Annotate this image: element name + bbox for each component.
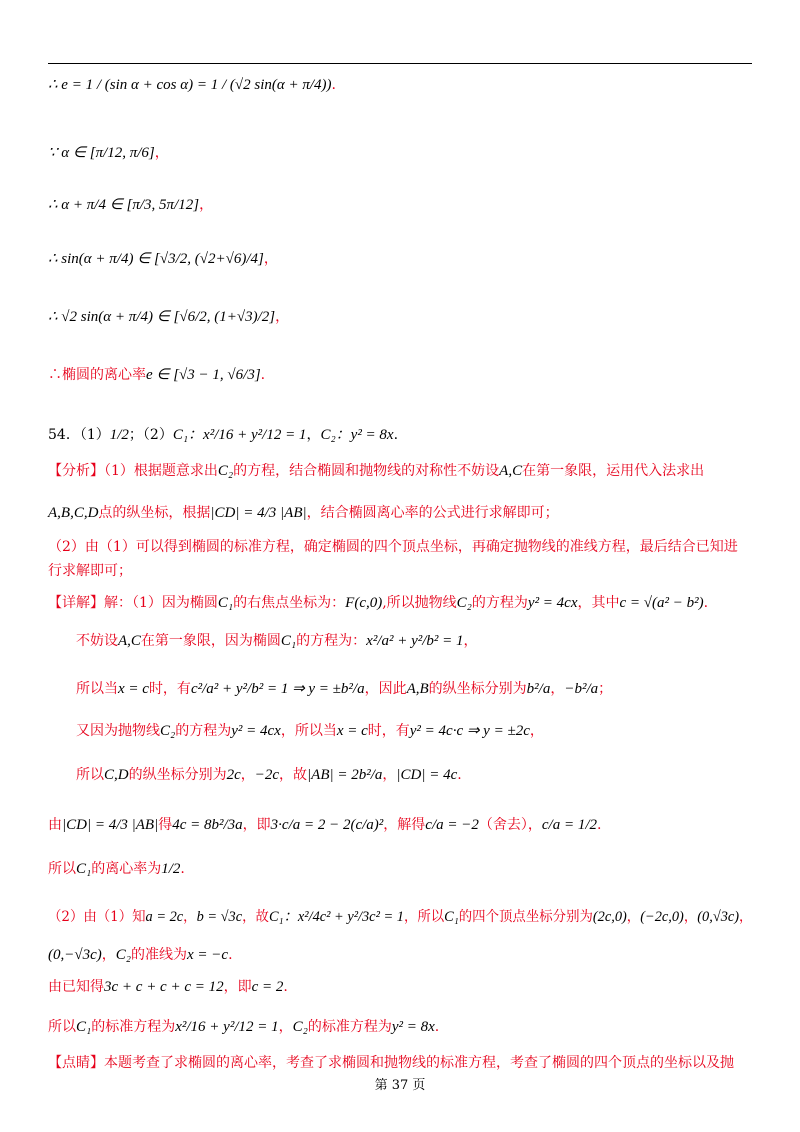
math-expression: A,C bbox=[499, 463, 523, 479]
text-segment: 又因为抛物线 bbox=[76, 723, 160, 739]
text-segment: ， bbox=[278, 1019, 293, 1035]
text-segment: 所以当 bbox=[76, 681, 118, 697]
text-segment: . bbox=[434, 1019, 440, 1035]
text-segment: 54．（1） bbox=[48, 427, 110, 443]
text-segment: 的标准方程为 bbox=[307, 1019, 392, 1035]
text-line-l17 bbox=[48, 818, 601, 833]
text-line-l19 bbox=[48, 910, 752, 925]
math-expression: 4c = 8b²/3a bbox=[172, 817, 243, 833]
math-expression: 1/2 bbox=[161, 861, 181, 877]
text-segment: . bbox=[393, 427, 399, 443]
text-line-l7 bbox=[48, 428, 398, 443]
text-segment: ， bbox=[550, 681, 565, 697]
text-line-l13 bbox=[76, 634, 478, 649]
text-segment: 的标准方程为 bbox=[91, 1019, 176, 1035]
text-segment: ， bbox=[240, 767, 255, 783]
text-segment: ，其中 bbox=[577, 595, 620, 611]
math-expression: x²/16 + y²/12 = 1 bbox=[175, 1019, 279, 1035]
text-segment: 【分析】（1）根据题意求出 bbox=[48, 463, 218, 479]
math-expression: |CD| = 4/3 |AB| bbox=[62, 817, 159, 833]
text-segment: ，故 bbox=[242, 909, 269, 925]
math-expression: C₂：y² = 8x bbox=[320, 427, 394, 443]
text-line-l3 bbox=[48, 198, 213, 213]
math-expression: c²/a² + y²/b² = 1 ⇒ y = ±b²/a bbox=[190, 681, 365, 697]
math-expression: C₂ bbox=[456, 595, 472, 611]
math-expression: A,C bbox=[118, 633, 141, 649]
text-segment: 时，有 bbox=[367, 723, 410, 739]
math-expression: ∴ α + π/4 ∈ [π/3, 5π/12] bbox=[48, 197, 200, 213]
math-expression: 2c bbox=[226, 767, 241, 783]
text-segment: ，所以当 bbox=[280, 723, 337, 739]
text-segment: ， bbox=[101, 947, 116, 963]
text-segment: . bbox=[457, 767, 462, 783]
math-expression: e ∈ [√3 − 1, √6/3] bbox=[146, 367, 261, 383]
text-segment: （舍去）， bbox=[478, 817, 542, 833]
text-line-l12 bbox=[48, 596, 708, 611]
math-expression: −b²/a bbox=[564, 681, 599, 697]
text-segment: 【点睛】本题考查了求椭圆的离心率，考查了求椭圆和抛物线的标准方程，考查了椭圆的四个顶点的坐标以及抛 bbox=[48, 1055, 734, 1071]
math-expression: C₂ bbox=[217, 463, 234, 479]
text-line-l9 bbox=[48, 506, 559, 521]
text-segment: ，所以 bbox=[403, 909, 445, 925]
math-expression: |CD| = 4c bbox=[396, 767, 458, 783]
text-line-l8 bbox=[48, 464, 704, 479]
math-expression: b = √3c bbox=[196, 909, 243, 925]
math-expression: ∴ e = 1 / (sin α + cos α) = 1 / (√2 sin(α + π/4)) bbox=[48, 77, 332, 93]
math-expression: C₁ bbox=[76, 861, 92, 877]
math-expression: |CD| = 4/3 |AB| bbox=[210, 505, 307, 521]
text-segment: ， bbox=[183, 909, 197, 925]
text-segment: ， bbox=[529, 723, 544, 739]
text-segment: . bbox=[331, 77, 336, 93]
text-segment: 的纵坐标分别为 bbox=[428, 681, 527, 697]
math-expression: C₂ bbox=[115, 947, 131, 963]
text-segment: . bbox=[228, 947, 233, 963]
text-segment: ，即 bbox=[223, 979, 252, 995]
math-expression: x²/a² + y²/b² = 1 bbox=[366, 633, 464, 649]
text-segment: 的四个顶点坐标分别为 bbox=[458, 909, 593, 925]
math-expression: C,D bbox=[104, 767, 129, 783]
text-segment: 所以 bbox=[48, 861, 76, 877]
math-expression: (2c,0) bbox=[592, 909, 627, 925]
math-expression: c/a = −2 bbox=[425, 817, 479, 833]
text-segment: 【详解】解：（1）因为椭圆 bbox=[48, 595, 218, 611]
text-segment: ,所以抛物线 bbox=[382, 595, 457, 611]
text-line-l6 bbox=[48, 368, 265, 383]
text-segment: 的准线为 bbox=[131, 947, 187, 963]
text-segment: （2）由（1）可以得到椭圆的标准方程，确定椭圆的四个顶点坐标，再确定抛物线的准线方程，最后结合已知进 bbox=[48, 539, 738, 555]
math-expression: C₂ bbox=[160, 723, 176, 739]
text-segment: 由 bbox=[48, 817, 62, 833]
text-line-l18 bbox=[48, 862, 185, 877]
text-segment: 时，有 bbox=[148, 681, 191, 697]
text-segment: 不妨设 bbox=[76, 633, 118, 649]
text-segment: ， bbox=[199, 197, 214, 213]
text-line-l15 bbox=[76, 724, 544, 739]
math-expression: ∴ √2 sin(α + π/4) ∈ [√6/2, (1+√3)/2] bbox=[48, 309, 276, 325]
text-segment: ，即 bbox=[242, 817, 271, 833]
text-segment: ，因此 bbox=[364, 681, 407, 697]
text-line-l20 bbox=[48, 948, 233, 963]
math-expression: b²/a bbox=[526, 681, 551, 697]
text-segment: 在第一象限，因为椭圆 bbox=[140, 633, 281, 649]
text-line-l2 bbox=[48, 146, 169, 161]
text-line-l22 bbox=[48, 1020, 439, 1035]
text-segment: （2）由（1）知 bbox=[48, 909, 146, 925]
text-line-l1 bbox=[48, 78, 336, 93]
text-segment: 所以 bbox=[76, 767, 104, 783]
text-segment: 的纵坐标分别为 bbox=[128, 767, 227, 783]
text-segment: ， bbox=[263, 251, 278, 267]
math-expression: x = c bbox=[336, 723, 368, 739]
math-expression: a = 2c bbox=[145, 909, 184, 925]
math-expression: C₁：x²/4c² + y²/3c² = 1 bbox=[268, 909, 404, 925]
math-expression: (0,√3c) bbox=[697, 909, 740, 925]
text-line-l23 bbox=[48, 1056, 734, 1070]
text-line-l5 bbox=[48, 310, 289, 325]
text-segment: 点的纵坐标，根据 bbox=[98, 505, 211, 521]
math-expression: ∴ sin(α + π/4) ∈ [√3/2, (√2+√6)/4] bbox=[48, 251, 264, 267]
math-expression: c = √(a² − b²) bbox=[619, 595, 704, 611]
math-expression: y² = 4cx bbox=[527, 595, 578, 611]
text-segment: 的方程为： bbox=[296, 633, 367, 649]
text-line-l16 bbox=[76, 768, 462, 783]
math-expression: 1/2 bbox=[109, 427, 129, 443]
math-expression: C₁：x²/16 + y²/12 = 1 bbox=[172, 427, 307, 443]
text-line-l4 bbox=[48, 252, 278, 267]
math-expression: y² = 4c·c ⇒ y = ±2c bbox=[409, 723, 530, 739]
text-segment: 得 bbox=[158, 817, 173, 833]
text-line-l10 bbox=[48, 540, 738, 554]
math-expression: C₁ bbox=[76, 1019, 92, 1035]
text-segment: 的离心率为 bbox=[91, 861, 162, 877]
page-number: 第 37 页 bbox=[374, 1078, 426, 1093]
math-expression: y² = 4cx bbox=[231, 723, 281, 739]
text-segment: ， bbox=[739, 909, 753, 925]
text-segment: . bbox=[260, 367, 266, 383]
text-segment: 的方程为 bbox=[471, 595, 528, 611]
math-expression: A,B bbox=[406, 681, 429, 697]
math-expression: |AB| = 2b²/a bbox=[307, 767, 383, 783]
text-segment: ， bbox=[463, 633, 478, 649]
text-segment: . bbox=[283, 979, 288, 995]
header-rule bbox=[48, 63, 752, 64]
text-segment: ， bbox=[683, 909, 698, 925]
text-segment: ， bbox=[382, 767, 397, 783]
text-segment: ，解得 bbox=[383, 817, 426, 833]
text-line-l14 bbox=[76, 682, 612, 697]
math-expression: C₁ bbox=[217, 595, 234, 611]
text-line-l21 bbox=[48, 980, 288, 995]
math-expression: ∵ α ∈ [π/12, π/6] bbox=[48, 145, 155, 161]
math-expression: C₂ bbox=[292, 1019, 308, 1035]
math-expression: c = 2 bbox=[251, 979, 284, 995]
math-expression: −2c bbox=[254, 767, 280, 783]
text-segment: 的方程，结合椭圆和抛物线的对称性不妨设 bbox=[233, 463, 500, 479]
math-expression: x = c bbox=[118, 681, 149, 697]
text-segment: 由已知得 bbox=[48, 979, 104, 995]
text-segment: ， bbox=[306, 427, 321, 443]
math-expression: C₁ bbox=[444, 909, 459, 925]
text-segment: ∴椭圆的离心率 bbox=[48, 367, 146, 383]
text-segment: . bbox=[597, 817, 602, 833]
math-expression: 3·c/a = 2 − 2(c/a)² bbox=[270, 817, 384, 833]
math-expression: F(c,0) bbox=[345, 595, 383, 611]
text-segment: 的右焦点坐标为： bbox=[233, 595, 346, 611]
text-segment: ，故 bbox=[279, 767, 308, 783]
text-segment: . bbox=[180, 861, 185, 877]
text-segment: ， bbox=[275, 309, 290, 325]
math-expression: 3c + c + c + c = 12 bbox=[104, 979, 224, 995]
math-expression: c/a = 1/2 bbox=[541, 817, 597, 833]
math-expression: y² = 8x bbox=[391, 1019, 435, 1035]
text-segment: 的方程为 bbox=[175, 723, 232, 739]
text-segment: ， bbox=[626, 909, 641, 925]
text-segment: ，结合椭圆离心率的公式进行求解即可； bbox=[306, 505, 559, 521]
math-expression: (0,−√3c) bbox=[48, 947, 102, 963]
text-line-l11 bbox=[48, 564, 132, 578]
text-segment: 行求解即可； bbox=[48, 563, 132, 579]
math-expression: C₁ bbox=[280, 633, 297, 649]
math-expression: A,B,C,D bbox=[48, 505, 99, 521]
text-segment: ， bbox=[154, 145, 169, 161]
text-segment: . bbox=[703, 595, 709, 611]
math-expression: x = −c bbox=[187, 947, 229, 963]
text-segment: ；（2） bbox=[128, 427, 173, 443]
text-segment: 所以 bbox=[48, 1019, 76, 1035]
math-expression: (−2c,0) bbox=[640, 909, 684, 925]
text-segment: ； bbox=[598, 681, 613, 697]
text-segment: 在第一象限，运用代入法求出 bbox=[522, 463, 705, 479]
